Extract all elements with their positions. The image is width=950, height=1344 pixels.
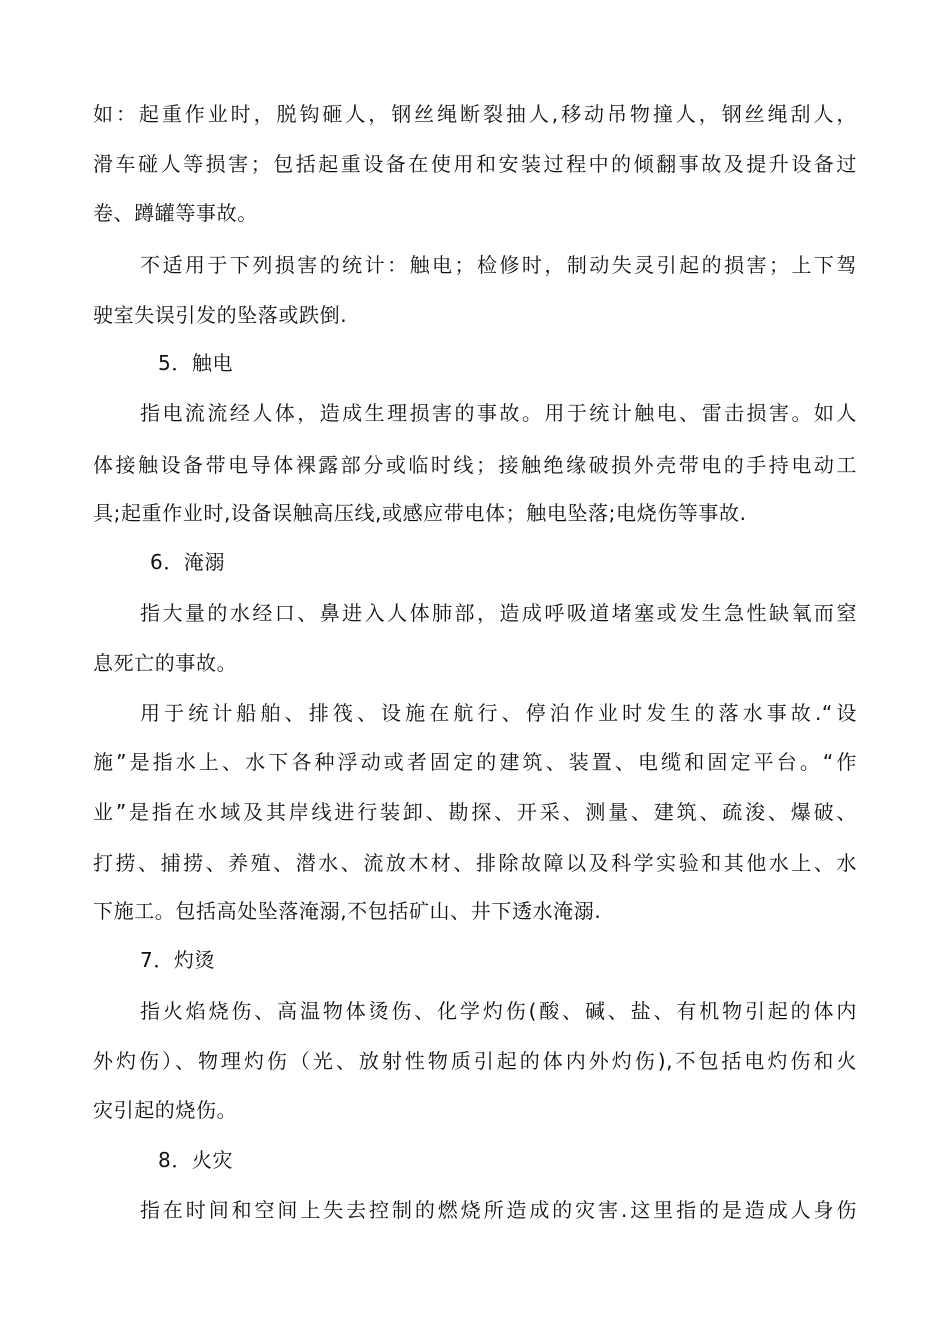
text-line: 指电流流经人体，造成生理损害的事故。用于统计触电、雷击损害。如人 [140, 401, 857, 425]
section-heading-8: 8．火灾 [158, 1148, 234, 1172]
text-line: 用于统计船舶、排筏、设施在航行、停泊作业时发生的落水事故.“设 [140, 701, 857, 725]
section-heading-5: 5．触电 [158, 351, 234, 375]
text-line: 指火焰烧伤、高温物体烫伤、化学灼伤(酸、碱、盐、有机物引起的体内 [140, 999, 857, 1023]
section-heading-7: 7．灼烫 [140, 948, 216, 972]
text-line: 打捞、捕捞、养殖、潜水、流放木材、排除故障以及科学实验和其他水上、水 [93, 851, 857, 875]
section-heading-6: 6．淹溺 [150, 550, 226, 574]
text-line: 驶室失误引发的坠落或跌倒. [93, 303, 348, 327]
text-line: 指大量的水经口、鼻进入人体肺部，造成呼吸道堵塞或发生急性缺氧而窒 [140, 601, 857, 625]
text-line: 体接触设备带电导体裸露部分或临时线；接触绝缘破损外壳带电的手持电动工 [93, 453, 857, 477]
text-line: 不适用于下列损害的统计：触电；检修时，制动失灵引起的损害；上下驾 [140, 253, 857, 277]
text-line: 卷、蹲罐等事故。 [93, 201, 258, 225]
text-line: 息死亡的事故。 [93, 651, 238, 675]
text-line: 滑车碰人等损害；包括起重设备在使用和安装过程中的倾翻事故及提升设备过 [93, 152, 857, 176]
text-line: 如：起重作业时，脱钩砸人，钢丝绳断裂抽人,移动吊物撞人，钢丝绳刮人， [93, 102, 857, 126]
text-line: 灾引起的烧伤。 [93, 1098, 238, 1122]
text-line: 施”是指水上、水下各种浮动或者固定的建筑、装置、电缆和固定平台。“作 [93, 750, 857, 774]
text-line: 具;起重作业时,设备误触高压线,或感应带电体；触电坠落;电烧伤等事故. [93, 501, 747, 525]
text-line: 外灼伤）、物理灼伤（光、放射性物质引起的体内外灼伤),不包括电灼伤和火 [93, 1049, 857, 1073]
text-line: 指在时间和空间上失去控制的燃烧所造成的灾害.这里指的是造成人身伤 [140, 1198, 857, 1222]
text-line: 业”是指在水域及其岸线进行装卸、勘探、开采、测量、建筑、疏浚、爆破、 [93, 800, 857, 824]
text-line: 下施工。包括高处坠落淹溺,不包括矿山、井下透水淹溺. [93, 899, 602, 923]
